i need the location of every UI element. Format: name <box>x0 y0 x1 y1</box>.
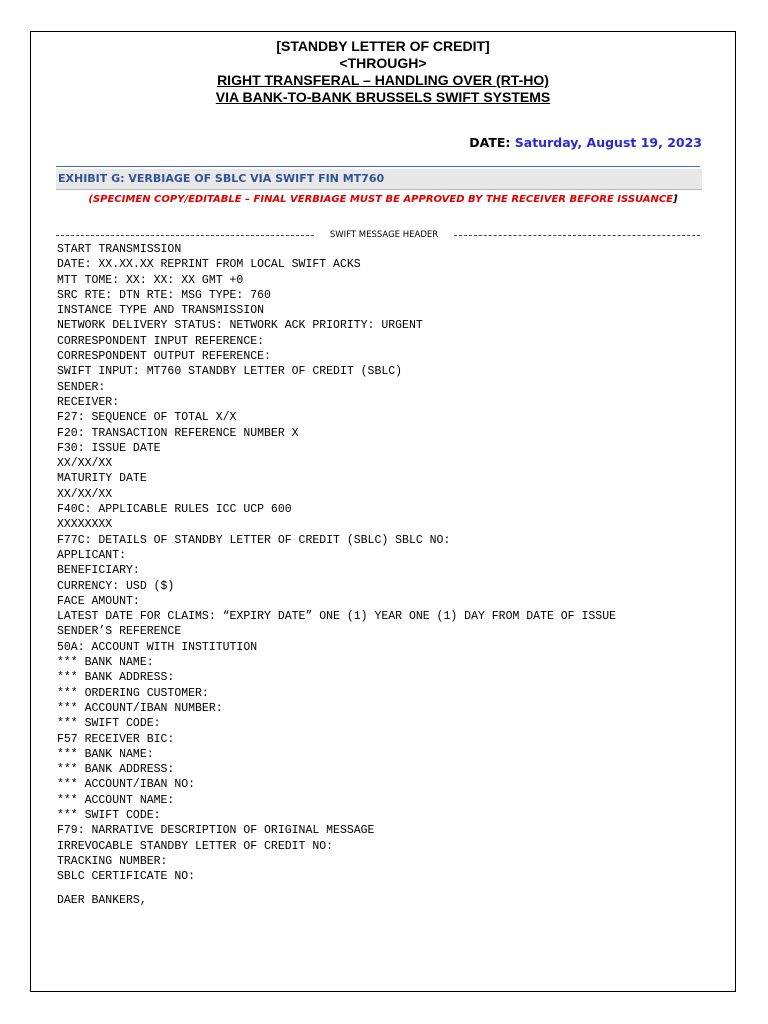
swift-line: RECEIVER: <box>57 395 120 409</box>
swift-line: 50A: ACCOUNT WITH INSTITUTION <box>57 640 258 654</box>
swift-line: *** ACCOUNT/IBAN NUMBER: <box>57 701 223 715</box>
swift-line: LATEST DATE FOR CLAIMS: “EXPIRY DATE” ONE (1) YEAR ONE (1) DAY FROM DATE OF ISSUE <box>57 610 616 624</box>
swift-line: SENDER’S REFERENCE <box>57 625 182 639</box>
swift-line: F40C: APPLICABLE RULES ICC UCP 600 <box>57 503 292 517</box>
swift-line: F27: SEQUENCE OF TOTAL X/X <box>57 411 237 425</box>
date-label: DATE: <box>469 135 511 150</box>
swift-line: F77C: DETAILS OF STANDBY LETTER OF CREDIT (SBLC) SBLC NO: <box>57 533 451 547</box>
swift-line: CORRESPONDENT INPUT REFERENCE: <box>57 334 265 348</box>
swift-line: APPLICANT: <box>57 548 127 562</box>
swift-line: SWIFT INPUT: MT760 STANDBY LETTER OF CREDIT (SBLC) <box>57 365 403 379</box>
swift-line: XX/XX/XX <box>57 457 113 471</box>
specimen-open-bracket: ( <box>88 194 93 205</box>
specimen-note-text: SPECIMEN COPY/EDITABLE – FINAL VERBIAGE MUST BE APPROVED BY THE RECEIVER BEFORE ISSUANCE <box>92 194 674 205</box>
swift-line: DATE: XX.XX.XX REPRINT FROM LOCAL SWIFT ACKS <box>57 258 361 272</box>
swift-header-label: SWIFT MESSAGE HEADER <box>329 230 439 240</box>
swift-line: *** BANK NAME: <box>57 656 154 670</box>
swift-line: *** ACCOUNT/IBAN NO: <box>57 778 196 792</box>
divider-dashes-right <box>454 235 700 236</box>
swift-message-body <box>57 242 737 884</box>
closing-salutation: DAER BANKERS, <box>57 894 147 907</box>
swift-header-divider <box>56 229 700 241</box>
swift-line: F79: NARRATIVE DESCRIPTION OF ORIGINAL MESSAGE <box>57 824 375 838</box>
swift-line: *** BANK NAME: <box>57 747 154 761</box>
doc-title-line-4: VIA BANK-TO-BANK BRUSSELS SWIFT SYSTEMS <box>215 89 551 105</box>
doc-title-line-3: RIGHT TRANSFERAL – HANDLING OVER (RT-HO) <box>217 72 549 88</box>
swift-line: XXXXXXXX <box>57 518 113 532</box>
date-row <box>469 135 702 150</box>
specimen-note <box>30 194 736 205</box>
swift-line: START TRANSMISSION <box>57 243 182 256</box>
swift-line: *** SWIFT CODE: <box>57 717 161 731</box>
section-rule <box>56 166 700 167</box>
exhibit-bar <box>56 169 702 190</box>
swift-line: SRC RTE: DTN RTE: MSG TYPE: 760 <box>57 288 271 302</box>
swift-line: FACE AMOUNT: <box>57 594 140 608</box>
doc-title-line-2: <THROUGH> <box>339 55 427 71</box>
swift-line: CORRESPONDENT OUTPUT REFERENCE: <box>57 350 271 364</box>
swift-line: MTT TOME: XX: XX: XX GMT +0 <box>57 273 244 287</box>
specimen-close-bracket: ] <box>673 194 678 205</box>
swift-line: XX/XX/XX <box>57 487 113 501</box>
swift-line: *** BANK ADDRESS: <box>57 671 175 685</box>
swift-line: F30: ISSUE DATE <box>57 441 161 455</box>
swift-line: *** BANK ADDRESS: <box>57 763 175 777</box>
divider-dashes-left <box>56 235 314 236</box>
swift-line: *** ORDERING CUSTOMER: <box>57 686 209 700</box>
swift-line: CURRENCY: USD ($) <box>57 579 175 593</box>
doc-title-line-1: [STANDBY LETTER OF CREDIT] <box>276 38 490 54</box>
date-value: Saturday, August 19, 2023 <box>514 135 702 150</box>
swift-line: MATURITY DATE <box>57 472 147 486</box>
exhibit-title: EXHIBIT G: VERBIAGE OF SBLC VIA SWIFT FIN MT760 <box>58 172 385 185</box>
swift-line: INSTANCE TYPE AND TRANSMISSION <box>57 304 265 318</box>
swift-line: SENDER: <box>57 380 106 394</box>
swift-line: IRREVOCABLE STANDBY LETTER OF CREDIT NO: <box>57 839 334 853</box>
swift-line: TRACKING NUMBER: <box>57 854 168 868</box>
swift-line: BENEFICIARY: <box>57 564 140 578</box>
swift-line: F57 RECEIVER BIC: <box>57 732 175 746</box>
title-block <box>30 38 736 106</box>
swift-line: SBLC CERTIFICATE NO: <box>57 870 196 884</box>
swift-line: *** ACCOUNT NAME: <box>57 793 175 807</box>
swift-line: *** SWIFT CODE: <box>57 808 161 822</box>
swift-line: NETWORK DELIVERY STATUS: NETWORK ACK PRIORITY: URGENT <box>57 319 423 333</box>
swift-line: F20: TRANSACTION REFERENCE NUMBER X <box>57 426 299 440</box>
